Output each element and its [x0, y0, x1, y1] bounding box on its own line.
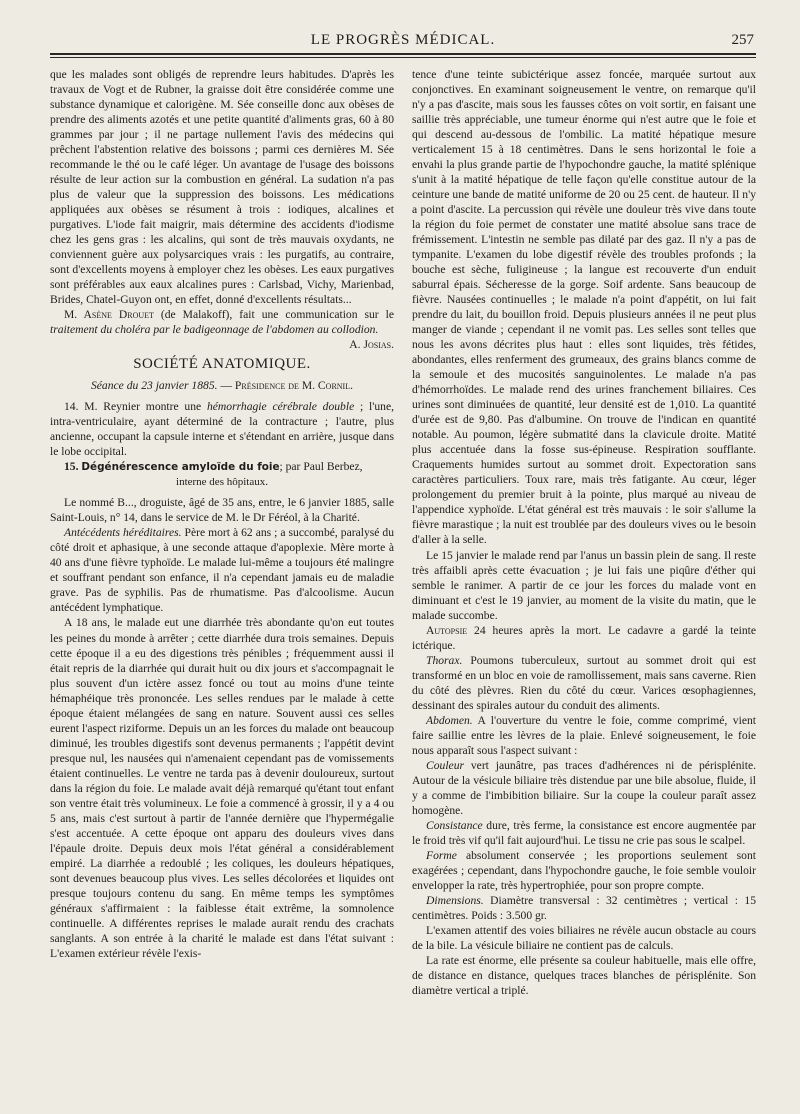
session-sep: — [217, 379, 235, 393]
subheading: Dimensions. [426, 893, 484, 907]
subheading: Forme [426, 848, 457, 862]
subheading: Autopsie [426, 623, 468, 637]
paragraph-drouet [50, 307, 394, 352]
running-title: LE PROGRÈS MÉDICAL. [310, 32, 496, 48]
page-header [50, 30, 756, 50]
paragraph: Le nommé B..., droguiste, âgé de 35 ans, entre, le 6 janvier 1885, salle Saint-Louis, n° 14, dans le service de M. le Dr Féréol, à la Charité. [50, 496, 394, 525]
paragraph-text: M. Reynier montre une [78, 400, 207, 414]
page-number: 257 [731, 32, 754, 48]
paragraph-text: 24 heures après la mort. Le cadavre a gardé la teinte ictérique. [412, 623, 756, 652]
paragraph-case-14 [50, 399, 394, 459]
subheading: Abdomen. [426, 713, 473, 727]
right-column [412, 67, 756, 998]
paragraph-text: (de Malakoff), fait une communication sur le [153, 308, 394, 322]
header-rule-thick [50, 53, 756, 55]
paragraph-antecedents [50, 525, 394, 615]
session-president: Présidence de M. Cornil. [234, 379, 354, 393]
paragraph-text: absolument conservée ; les proportions seulement sont exagérées ; cependant, dans l'hypochondre gauche, le foie semble vouloir envelopper la rate, très hypertrophiée, pour son propre compte. [412, 848, 756, 892]
session-line [50, 378, 394, 393]
case-author: ; par Paul Berbez, [279, 460, 363, 474]
author-name: M. Asène Drouet [64, 308, 154, 322]
paragraph-dimensions [412, 893, 756, 923]
paragraph-text: A l'ouverture du ventre le foie, comme comprimé, vient faire saillie entre les lèvres de la plaie. Enlevé soigneusement, le foie nous apparaît sous l'aspect suivant : [412, 713, 756, 757]
paragraph: A 18 ans, le malade eut une diarrhée très abondante qu'on eut toutes les peines du monde à arrêter ; cette diarrhée dura trois semaines. Depuis cette époque il a eu des digestions très pénibles ; fréquemment aussi il était repris de la diarrhée qui durait huit ou dix jours et s'accompagnait le plus souvent d'un ictère assez foncé ou tout au moins d'une teinte hémaphéique très prononcée. Les selles rendues par le malade à cette époque étaient mélangées de sang en nature. Souvent aussi ces selles eurent l'aspect riziforme. Depuis un an les forces du malade ont beaucoup diminué, les troubles digestifs sont devenus permanents ; l'appétit devint presque nul, les nausées qui n'amenaient cependant pas de vomissements étaient continuelles. Le ventre ne tarda pas à devenir douloureux, surtout dans la région du foie. Le malade avait déjà remarqué qu'étant tout enfant son ventre était très volumineux. Le foie a commencé à grossir, il y a 4 ou 5 ans, mais c'est surtout à partir de l'année dernière que l'hypermégalie s'est accentuée. A cette époque ont apparu des douleurs vives dans l'épaule droite. Depuis deux mois l'état général a considérablement empiré. La diarrhée a redoublé ; les coliques, les douleurs hépatiques, sont devenues beaucoup plus vives. Les selles décolorées et liquides ont presque toujours contenu du sang. En même temps les symptômes généraux s'affirmaient : la faiblesse était extrême, la somnolence continuelle. A différentes reprises le malade aurait rendu des crachats sanglants. A son entrée à la charité le malade est dans l'état suivant : L'examen extérieur révèle l'exis- [50, 616, 394, 960]
paragraph-thorax [412, 653, 756, 713]
text-columns [50, 67, 756, 998]
subheading: Couleur [426, 758, 465, 772]
session-date: Séance du 23 janvier 1885. [90, 379, 218, 393]
case-15-heading [50, 459, 394, 475]
header-rule-thin [50, 57, 756, 58]
section-title: SOCIÉTÉ ANATOMIQUE. [133, 356, 311, 373]
case-number: 15. [64, 460, 79, 474]
author-role: interne des hôpitaux. [176, 476, 268, 489]
paragraph-autopsie [412, 623, 756, 653]
paragraph-text: vert jaunâtre, pas traces d'adhérences ni de périsplénite. Autour de la vésicule biliaire très distendue par une bile absolue, fluide, il y a comme de l'imbibition biliaire. Sur la coupe la couleur paraît assez homogène. [412, 758, 756, 817]
paragraph-abdomen [412, 713, 756, 758]
paragraph: que les malades sont obligés de reprendre leurs habitudes. D'après les travaux de Vogt et de Rubner, la graisse doit être considérée comme une substance dynamique et calorigène. M. Sée conseille donc aux obèses de prendre des aliments azotés et une petite quantité d'aliments gras, 60 à 80 grammes par jour ; il ne partage nullement l'avis des médecins qui prêchent l'abstention relative des boissons ; parmi ces dernières M. Sée recommande le thé ou le café léger. Un avantage de l'usage des boissons résulte de leur action sur la combustion en général. La sudation n'a pas plus de valeur que la suppression des boissons. Les médications appliquées aux obèses se résument à trois : iodiques, alcalines et purgatives. L'iode fait maigrir, mais détermine des accidents d'iodisme chez les gens gras : les alcalins, qui sont de très mauvais oxydants, ne conviennent guère aux polysarciques vrais : les purgatifs, au contraire, sont d'excellents moyens à employer chez les obèses. Les eaux purgatives sont préférables aux eaux alcalines pures : Carlsbad, Vichy, Marienbad, Brides, Chatel-Guyon ont, en effet, donné d'excellents résultats... [50, 68, 394, 307]
communication-title: traitement du choléra par le badigeonnage de l'abdomen au collodion. [50, 323, 379, 337]
paragraph-text: dure, très ferme, la consistance est encore augmentée par le froid très vif qu'il fait aujourd'hui. Le tissu ne crie pas sous le scalpel. [412, 818, 756, 847]
paragraph-text: Diamètre transversal : 32 centimètres ; vertical : 15 centimètres. Poids : 3.500 gr. [412, 893, 756, 922]
subheading: Antécédents héréditaires. [64, 526, 182, 540]
paragraph-forme [412, 848, 756, 893]
subheading: Thorax. [426, 653, 463, 667]
paragraph: tence d'une teinte subictérique assez foncée, marquée surtout aux conjonctives. En examinant soigneusement le ventre, on remarque qu'il n'y a pas d'ascite, mais sous les fausses côtes on voit sortir, en faisant une saillie très appréciable, une tumeur énorme qui n'est autre que le foie et qui descend au-dessous de l'ombilic. La matité hépatique mesure verticalement 15 à 18 centimètres. Dans le sens horizontal le foie a envahi la plus grande partie de l'hypochondre gauche, la matité splénique s'unit à la matité hépatique de telle façon qu'elle constitue autour de la ceinture une bande de matité uniforme de 20 ou 25 cent. de hauteur. Il n'y a point d'ascite. La percussion qui révèle une douleur très vive dans toute la région du foie permet de constater une matité absolue sans trace de frémissement. L'intestin ne semble pas dilaté par des gaz. Il n'y a pas de tympanite. L'examen du lobe digestif révèle des troubles profonds ; la bouche est sèche, fuligineuse ; la langue est recouverte d'un enduit saburral épais. Sécheresse de la gorge. Soif ardente. Sans beaucoup de fièvre. Nausées continuelles ; le malade n'a point d'appétit, on lui fait prendre du lait, du bouillon froid. Depuis plusieurs années il ne peut plus manger de viande ; cependant il ne vomit pas. Les selles sont telles que nous les avons décrites plus haut : elles sont liquides, très fétides, abondantes, elles renferment des grumeaux, des grains blancs comme de la semoule et des mucosités sanguinolentes. Le malade n'a pas d'hémorrhoïdes. Le malade rend des urines franchement biliaires. Ces urines sont diminuées de quantité, leur densité est de 1,010. La quantité d'urée est de 9,80. Pas d'albumine. On trouve de l'indican en quantité notable. Au poumon, légère submatité dans la clavicule droite. Matité plus accentuée dans la fosse sus-épineuse. Respiration soufflante. Craquements humides surtout au sommet droit. Expectoration sans caractères particuliers. Toux rare, mais très fatigante. Au cœur, léger prolongement du premier bruit à la pointe, plus marqué au niveau de l'appendice xyphoïde. L'état général est très mauvais : le soir s'allume la fièvre marastique ; la nuit est troublée par des douleurs vives ou le besoin d'aller à la selle. [412, 68, 756, 547]
case-number: 14. [64, 400, 79, 414]
paragraph-couleur [412, 758, 756, 818]
paragraph-text: Père mort à 62 ans ; a succombé, paralysé du côté droit et aphasique, à une seconde attaque d'apoplexie. Mère morte à 40 ans d'une fièvre typhoïde. Le malade lui-même a toujours été malingre et souffrant pendant son enfance, il n'a cependant jamais eu de maladie grave. Pas de syphilis. Pas de rhumatisme. Pas d'alcoolisme. Aucun antécédent lymphatique. [50, 526, 394, 615]
case-topic: hémorrhagie cérébrale double [206, 400, 355, 414]
signature: A. Josias. [349, 338, 394, 352]
paragraph-consistance [412, 818, 756, 848]
paragraph-text: ; l'une, intra-ventriculaire, ayant déterminé de la contracture ; l'autre, plus ancienne, occupant la capsule interne et s'étendant en arrière, jusque dans le lobe occipital. [50, 400, 394, 459]
left-column [50, 67, 394, 998]
case-title: Dégénérescence amyloïde du foie [81, 461, 280, 474]
paragraph: Le 15 janvier le malade rend par l'anus un bassin plein de sang. Il reste très affaibli après cette évacuation ; je lui fais une piqûre d'éther qui semble le ranimer. A partir de ce jour les forces du malade vont en diminuant et c'est le 19 janvier, au moment de la visite du matin, que le malade succombe. [412, 548, 756, 622]
subheading: Consistance [426, 818, 483, 832]
paragraph: L'examen attentif des voies biliaires ne révèle aucun obstacle au cours de la bile. La vésicule biliaire ne contient pas de calculs. [412, 923, 756, 952]
paragraph-text: Poumons tuberculeux, surtout au sommet droit qui est transformé en un bloc en voie de ramollissement, mais sans caverne. Rien du côté des plèvres. Rien du côté du cœur. Varices œsophagiennes, dessinant des spirales autour du conduit des aliments. [412, 653, 756, 712]
paragraph: La rate est énorme, elle présente sa couleur habituelle, mais elle offre, de distance en distance, quelques traces blanches de périsplénite. Son diamètre vertical a triplé. [412, 953, 756, 997]
